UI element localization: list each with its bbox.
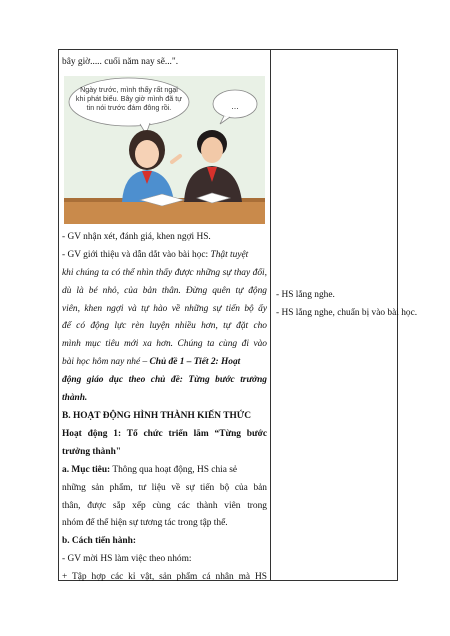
lesson-title-part-3: thành. <box>62 393 88 404</box>
lesson-title-part-2: động giáo dục theo chủ đề: Từng bước trưởng <box>62 375 267 386</box>
student-response-2: - HS lắng nghe, chuẩn bị vào bài học. <box>276 307 418 318</box>
intro-paragraph-line-5: để có động lực rèn luyện nhiều hơn, tự đặt cho <box>62 321 267 332</box>
intro-paragraph-line-1 <box>62 247 267 265</box>
procedure-label: b. Cách tiến hành: <box>62 536 136 547</box>
intro-italic: Thật tuyệt <box>210 249 249 260</box>
teacher-feedback: - GV nhận xét, đánh giá, khen ngợi HS. <box>62 231 211 242</box>
objective-label: a. Mục tiêu: <box>62 464 111 475</box>
objective-line-2: những sản phẩm, tư liệu về sự tiến bộ của bản <box>62 482 267 493</box>
procedure-line-1: - GV mời HS làm việc theo nhóm: <box>62 554 192 565</box>
intro-text: - GV giới thiệu và dẫn dắt vào bài học: <box>62 249 209 260</box>
intro-paragraph-line-7 <box>62 354 267 372</box>
activity-1-heading: Hoạt động 1: Tổ chức triển lãm “Từng bước <box>62 428 267 439</box>
speech-bubble-girl: Ngày trước, mình thấy rất ngại khi phát biểu. Bây giờ mình đã tự tin nói trước đám đông rồi. <box>75 84 183 112</box>
intro-line: bây giờ..... cuối năm nay sẽ...". <box>62 57 179 67</box>
section-b-heading: B. HOẠT ĐỘNG HÌNH THÀNH KIẾN THỨC <box>62 410 252 421</box>
intro-paragraph-line-3: dù là bé nhỏ, của bản thân. Đừng quên tự động <box>62 285 267 296</box>
intro-paragraph-line-4: viên, khen ngợi và tự hào về những sự tiến bộ ấy <box>62 303 267 314</box>
student-response-1: - HS lắng nghe. <box>276 290 335 300</box>
student-activity-column <box>276 287 418 323</box>
lesson-table <box>58 49 418 583</box>
column-divider <box>270 50 271 580</box>
procedure-line-2: + Tập hợp các kỉ vật, sản phẩm cá nhân mà HS <box>62 572 267 583</box>
intro-paragraph-line-6: mình mục tiêu mới xa hơn. Chúng ta cùng đi vào <box>62 339 267 350</box>
objective-text: Thông qua hoạt động, HS chia sẻ <box>112 464 238 475</box>
classroom-illustration <box>62 72 267 226</box>
objective-line-1 <box>62 462 267 480</box>
intro-italic-7: bài học hôm nay nhé – <box>62 357 148 368</box>
activity-1-heading-cont: trưởng thành" <box>62 446 122 457</box>
objective-line-3: thân, được sắp xếp cùng các thành viên trong <box>62 500 267 511</box>
speech-bubble-boy: ... <box>231 100 239 111</box>
teacher-activity-column <box>62 54 267 587</box>
lesson-title-part-1: Chủ đề 1 – Tiết 2: Hoạt <box>149 357 241 368</box>
objective-line-4: nhóm để thể hiện sự tương tác trong tập thể. <box>62 518 228 529</box>
intro-paragraph-line-2: khi chúng ta có thể nhìn thấy được những sự thay đổi, <box>62 267 267 278</box>
